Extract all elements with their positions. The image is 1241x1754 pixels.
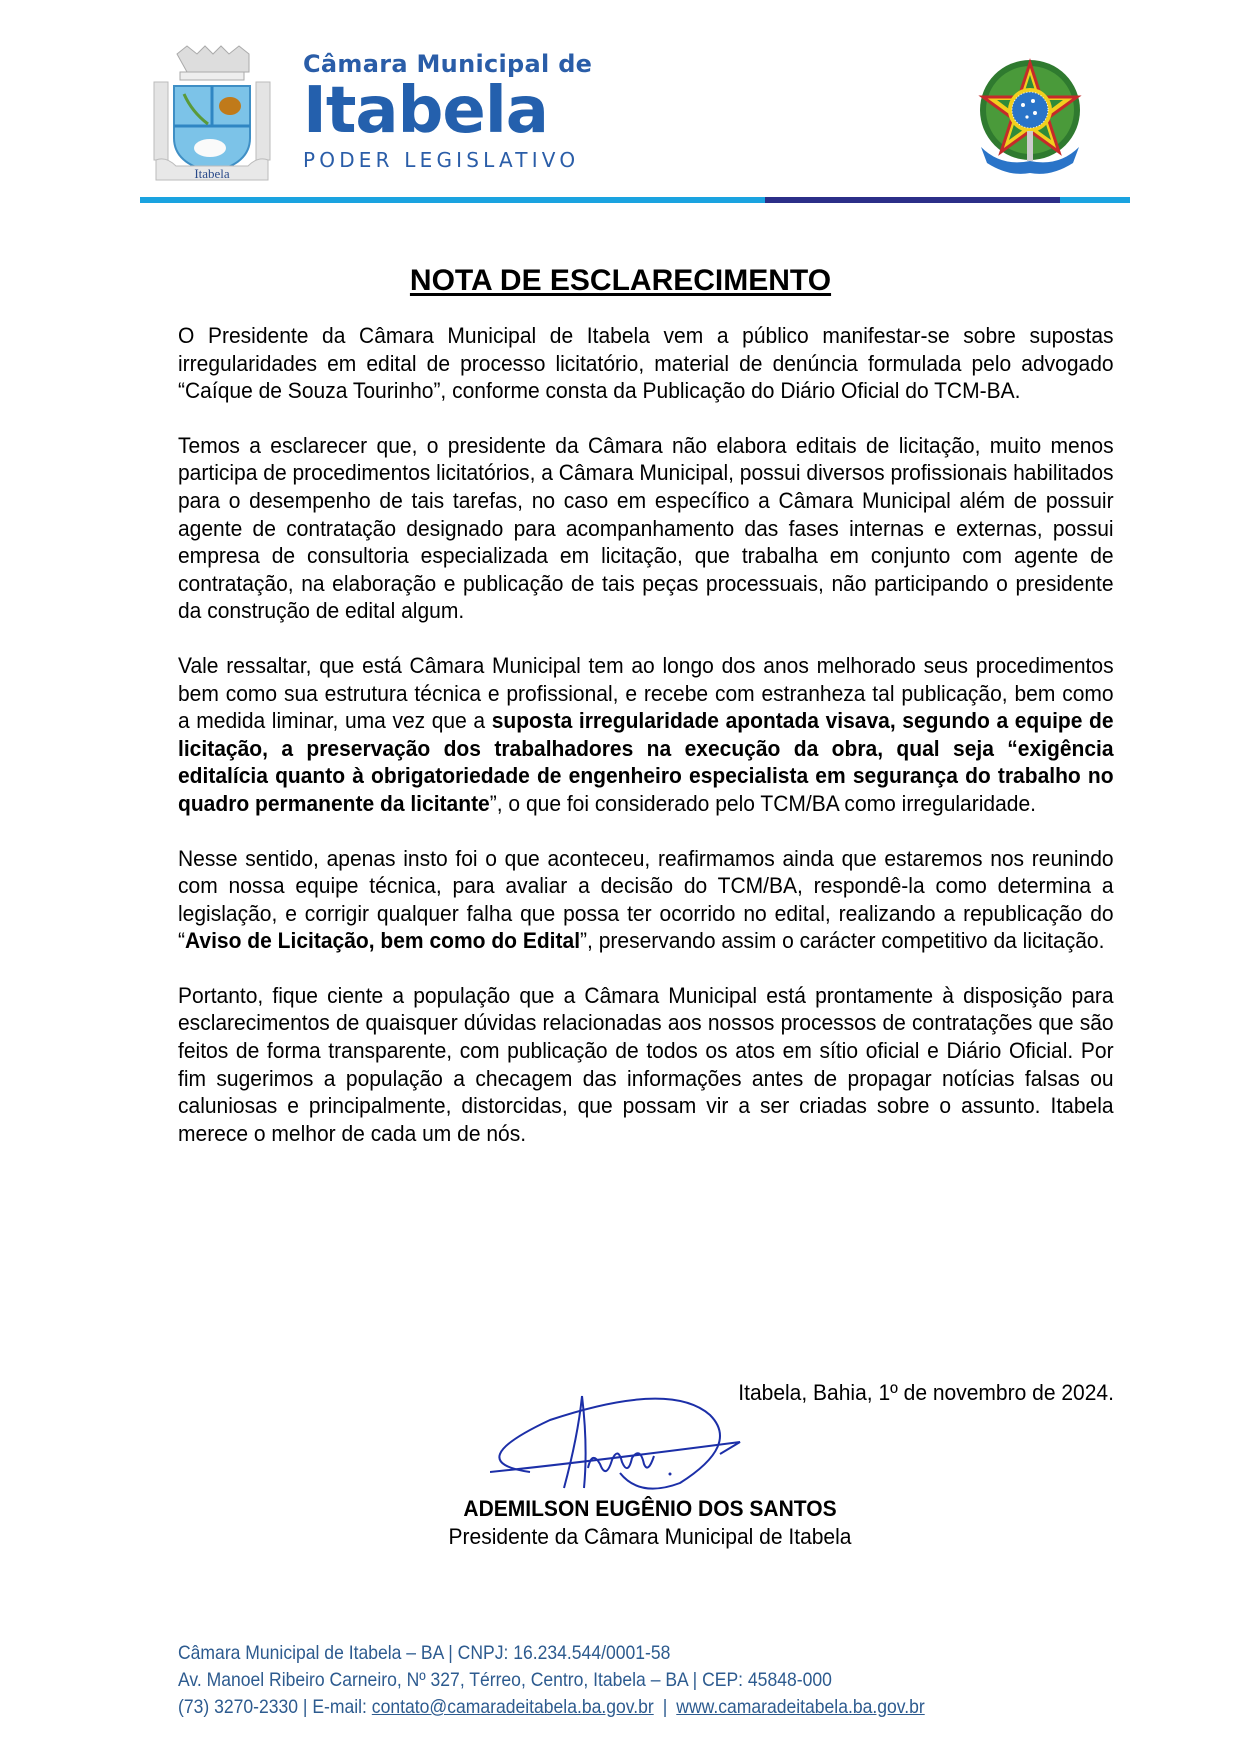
body-paragraph: [178, 845, 1114, 955]
brand-line-1: Câmara Municipal de: [303, 50, 593, 78]
header-rule-light: [140, 197, 765, 203]
footer-line-2: Av. Manoel Ribeiro Carneiro, Nº 327, Térreo, Centro, Itabela – BA | CEP: 45848-000: [178, 1669, 832, 1691]
paragraph-text: Vale ressaltar, que está Câmara Municipal tem ao longo dos anos melhorado seus procedimentos bem como sua estrutura técnica e profissional, e recebe com estranheza tal publicação, bem como a medida liminar, uma vez que a: [178, 652, 1114, 734]
signer-role: Presidente da Câmara Municipal de Itabela: [448, 1524, 852, 1549]
municipal-crest-icon: [152, 44, 272, 184]
body-paragraph: [178, 982, 1114, 1148]
document-title: NOTA DE ESCLARECIMENTO: [409, 264, 832, 298]
website-link[interactable]: www.camaradeitabela.ba.gov.br: [676, 1696, 925, 1718]
paragraph-text: Temos a esclarecer que, o presidente da Câmara não elabora editais de licitação, muito menos participa de procedimentos licitatórios, a Câmara Municipal, possui diversos profissionais habilitados para o desempenho de tais tarefas, no caso em específico a Câmara Municipal além de possuir agente de contratação designado para acompanhamento das fases internas e externas, possui empresa de consultoria especializada em licitação, que trabalha em conjunto com agente de contratação, na elaboração e publicação de tais peças processuais, não participando o presidente da construção de edital algum.: [178, 432, 1114, 624]
brazil-coat-of-arms-icon: [975, 55, 1085, 180]
footer-line-1: Câmara Municipal de Itabela – BA | CNPJ: 16.234.544/0001-58: [178, 1642, 671, 1664]
paragraph-text: Nesse sentido, apenas insto foi o que aconteceu, reafirmamos ainda que estaremos nos reunindo com nossa equipe técnica, para avaliar a decisão do TCM/BA, respondê-la como determina a legislação, e corrigir qualquer falha que possa ter ocorrido no edital, realizando a republicação do “: [178, 845, 1114, 954]
emphasized-text: suposta irregularidade apontada visava, segundo a equipe de licitação, a preservação dos trabalhadores na execução da obra, qual seja “exigência editalícia quanto à obrigatoriedade de engenheiro especialista em segurança do trabalho no quadro permanente da licitante: [178, 708, 1114, 816]
footer: [178, 1640, 925, 1721]
footer-phone: (73) 3270-2330 | E-mail:: [178, 1696, 372, 1718]
signer-name: ADEMILSON EUGÊNIO DOS SANTOS: [463, 1496, 837, 1521]
handwritten-signature-icon: [490, 1388, 760, 1498]
svg-text:Itabela: Itabela: [194, 166, 230, 181]
footer-separator: |: [662, 1696, 668, 1718]
dateline: Itabela, Bahia, 1º de novembro de 2024.: [738, 1380, 1114, 1405]
emphasized-text: Aviso de Licitação, bem como do Edital: [185, 928, 581, 954]
paragraph-text: ”, o que foi considerado pelo TCM/BA como irregularidade.: [489, 790, 1036, 816]
chamber-brand: [303, 50, 592, 172]
header-rule-light-end: [1060, 197, 1130, 203]
body-paragraph: [178, 432, 1114, 625]
document-body: [178, 322, 1114, 1174]
paragraph-text: O Presidente da Câmara Municipal de Itabela vem a público manifestar-se sobre supostas irregularidades em edital de processo licitatório, material de denúncia formulada pelo advogado “Caíque de Souza Tourinho”, conforme consta da Publicação do Diário Oficial do TCM-BA.: [178, 323, 1114, 404]
brand-line-2: Itabela: [303, 74, 548, 148]
letterhead: [0, 0, 1241, 210]
paragraph-text: ”, preservando assim o carácter competitivo da licitação.: [580, 928, 1105, 954]
body-paragraph: [178, 652, 1114, 818]
body-paragraph: [178, 322, 1114, 405]
header-rule-dark: [765, 197, 1060, 203]
paragraph-text: Portanto, fique ciente a população que a Câmara Municipal está prontamente à disposição para esclarecimentos de quaisquer dúvidas relacionadas aos nossos processos de contratações que são feitos de forma transparente, com publicação de todos os atos em sítio oficial e Diário Oficial. Por fim sugerimos a população a checagem das informações antes de propagar notícias falsas ou caluniosas e principalmente, distorcidas, que possam vir a ser criadas sobre o assunto. Itabela merece o melhor de cada um de nós.: [178, 982, 1114, 1146]
email-link[interactable]: contato@camaradeitabela.ba.gov.br: [371, 1696, 654, 1718]
brand-line-3: PODER LEGISLATIVO: [303, 148, 580, 172]
footer-line-3: [178, 1694, 925, 1721]
